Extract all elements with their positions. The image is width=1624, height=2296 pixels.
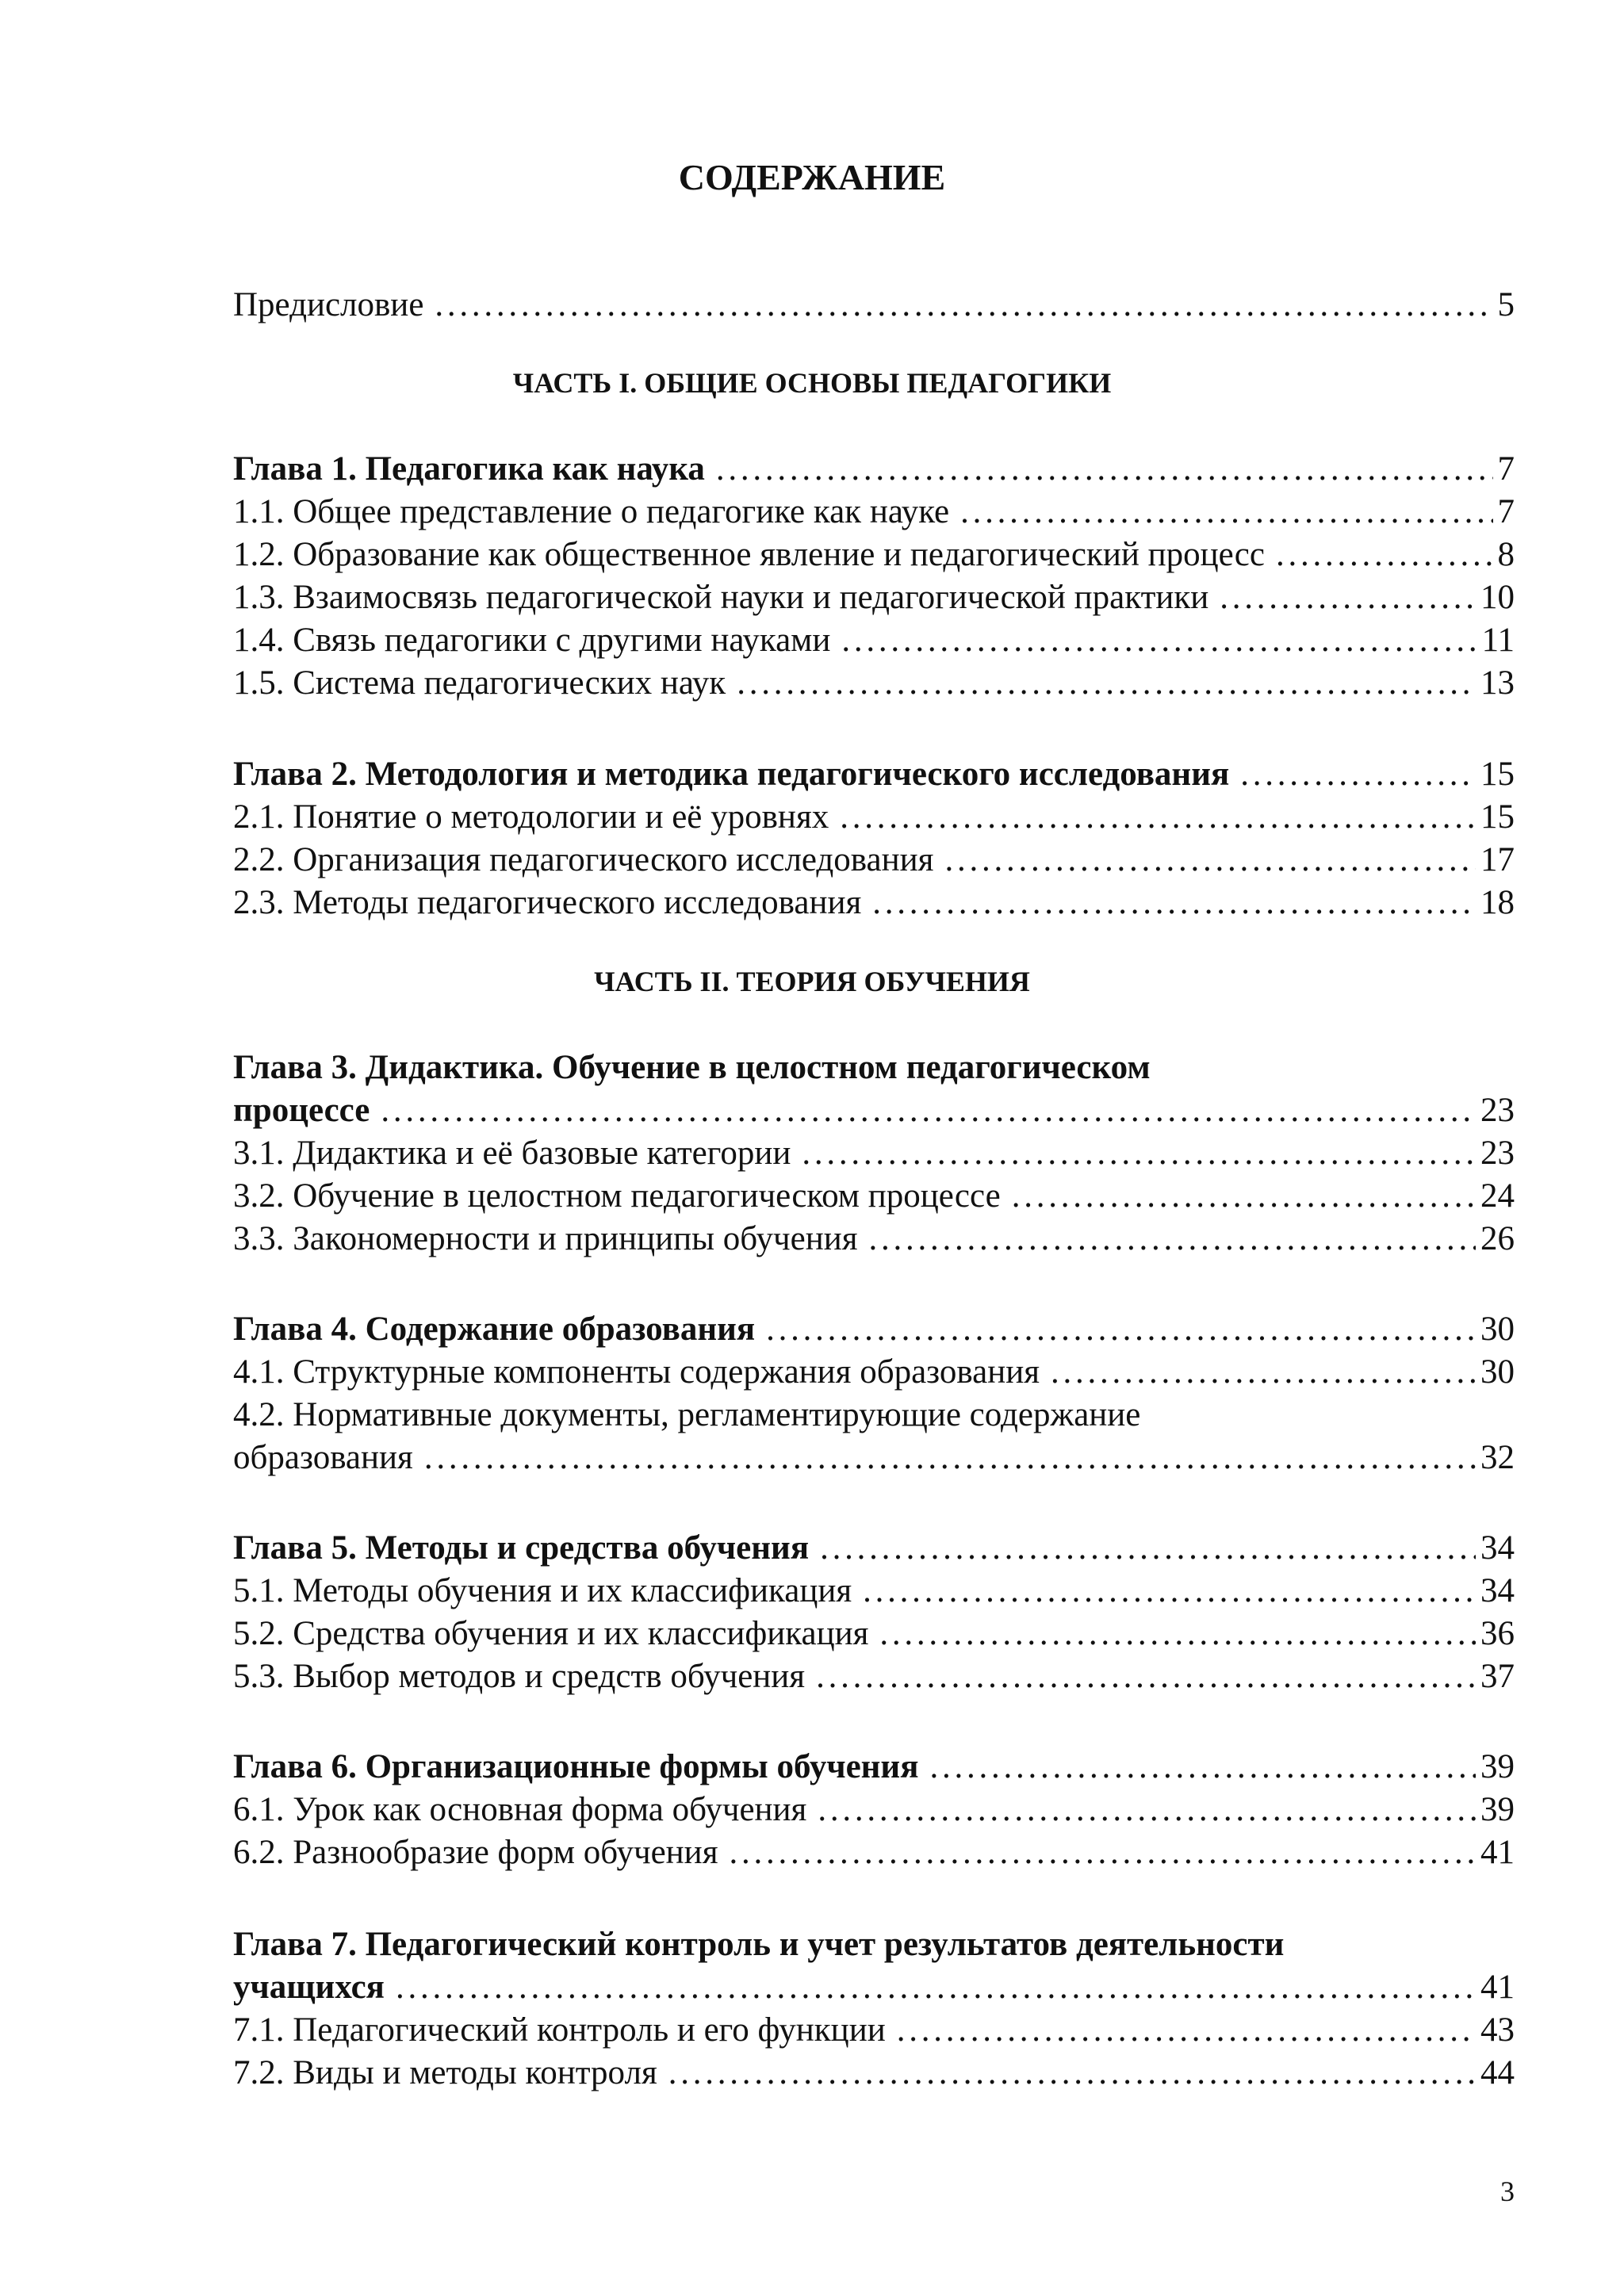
toc-entry: 6.1. Урок как основная форма обучения 39 . . . bbox=[233, 1789, 1515, 1831]
page-ref: 39 bbox=[1476, 1746, 1515, 1789]
page-ref: 36 bbox=[1476, 1613, 1515, 1655]
page-ref: 10 bbox=[1476, 576, 1515, 619]
page-ref: 8 bbox=[1493, 534, 1515, 576]
toc-entry: 3.1. Дидактика и её базовые категории 23 . . . bbox=[233, 1132, 1515, 1175]
part-heading: ЧАСТЬ I. ОБЩИЕ ОСНОВЫ ПЕДАГОГИКИ bbox=[512, 367, 1112, 399]
page-ref: 30 bbox=[1476, 1308, 1515, 1351]
page-ref: 34 bbox=[1476, 1527, 1515, 1570]
chapter-heading-line1: Глава 3. Дидактика. Обучение в целостном педагогическом bbox=[233, 1049, 1151, 1086]
page-ref: 7 bbox=[1493, 491, 1515, 534]
toc-entry: 1.1. Общее представление о педагогике как науке 7 . . . bbox=[233, 491, 1515, 534]
page-ref: 26 bbox=[1476, 1218, 1515, 1261]
page-ref: 11 bbox=[1477, 619, 1515, 662]
toc-entry: 5.1. Методы обучения и их классификация 34 . . . bbox=[233, 1570, 1515, 1613]
toc-entry: образования 32 . . . bbox=[233, 1437, 1515, 1479]
toc-entry: 7.1. Педагогический контроль и его функции 43 . . . bbox=[233, 2009, 1515, 2052]
toc-entry-line1: 4.2. Нормативные документы, регламентирующие содержание bbox=[233, 1396, 1141, 1433]
toc-entry: 1.5. Система педагогических наук 13 . . . bbox=[233, 662, 1515, 705]
page-number: 3 bbox=[1500, 2175, 1515, 2207]
page-ref: 24 bbox=[1476, 1175, 1515, 1218]
toc-entry: 3.3. Закономерности и принципы обучения 26 . . . bbox=[233, 1218, 1515, 1261]
toc-entry: 5.3. Выбор методов и средств обучения 37 . . . bbox=[233, 1655, 1515, 1698]
page-ref: 37 bbox=[1476, 1655, 1515, 1698]
chapter-heading: Глава 5. Методы и средства обучения 34 . . . bbox=[233, 1527, 1515, 1570]
chapter-heading: процессе 23 . . . bbox=[233, 1089, 1515, 1132]
toc-entry: 2.3. Методы педагогического исследования 18 . . . bbox=[233, 882, 1515, 924]
toc-entry: 7.2. Виды и методы контроля 44 . . . bbox=[233, 2052, 1515, 2095]
toc-entry: 2.2. Организация педагогического исследования 17 . . . bbox=[233, 839, 1515, 882]
page-ref: 44 bbox=[1476, 2052, 1515, 2095]
page-ref: 41 bbox=[1476, 1831, 1515, 1874]
chapter-heading: учащихся 41 . . . bbox=[233, 1966, 1515, 2009]
page-ref: 39 bbox=[1476, 1789, 1515, 1831]
page-ref: 34 bbox=[1476, 1570, 1515, 1613]
toc-entry-preface: Предисловие 5 . . . bbox=[233, 284, 1515, 327]
toc-entry: 6.2. Разнообразие форм обучения 41 . . . bbox=[233, 1831, 1515, 1874]
toc-entry: 1.3. Взаимосвязь педагогической науки и педагогической практики 10 . . . bbox=[233, 576, 1515, 619]
page-ref: 18 bbox=[1476, 882, 1515, 924]
page-ref: 23 bbox=[1476, 1089, 1515, 1132]
page-ref: 23 bbox=[1476, 1132, 1515, 1175]
page-ref: 30 bbox=[1476, 1351, 1515, 1394]
toc-entry: 1.2. Образование как общественное явление и педагогический процесс 8 . . . bbox=[233, 534, 1515, 576]
chapter-heading: Глава 6. Организационные формы обучения 39 . . . bbox=[233, 1746, 1515, 1789]
page-title: СОДЕРЖАНИЕ bbox=[678, 157, 946, 197]
page-ref: 41 bbox=[1476, 1966, 1515, 2009]
toc-entry: 1.4. Связь педагогики с другими науками 11 . . . bbox=[233, 619, 1515, 662]
toc-entry: 5.2. Средства обучения и их классификация 36 . . . bbox=[233, 1613, 1515, 1655]
page-ref: 13 bbox=[1476, 662, 1515, 705]
page-ref: 7 bbox=[1493, 448, 1515, 491]
toc-entry: 4.1. Структурные компоненты содержания образования 30 . . . bbox=[233, 1351, 1515, 1394]
toc-entry: 3.2. Обучение в целостном педагогическом процессе 24 . . . bbox=[233, 1175, 1515, 1218]
part-heading: ЧАСТЬ II. ТЕОРИЯ ОБУЧЕНИЯ bbox=[594, 966, 1030, 997]
toc-entry: 2.1. Понятие о методологии и её уровнях 15 . . . bbox=[233, 796, 1515, 839]
page-ref: 15 bbox=[1476, 753, 1515, 796]
page-ref: 32 bbox=[1476, 1437, 1515, 1479]
chapter-heading: Глава 4. Содержание образования 30 . . . bbox=[233, 1308, 1515, 1351]
page-ref: 15 bbox=[1476, 796, 1515, 839]
page-ref: 5 bbox=[1493, 284, 1515, 327]
chapter-heading-line1: Глава 7. Педагогический контроль и учет результатов деятельности bbox=[233, 1926, 1285, 1963]
page-ref: 17 bbox=[1476, 839, 1515, 882]
chapter-heading: Глава 2. Методология и методика педагогического исследования 15 . . . bbox=[233, 753, 1515, 796]
page-ref: 43 bbox=[1476, 2009, 1515, 2052]
chapter-heading: Глава 1. Педагогика как наука 7 . . . bbox=[233, 448, 1515, 491]
